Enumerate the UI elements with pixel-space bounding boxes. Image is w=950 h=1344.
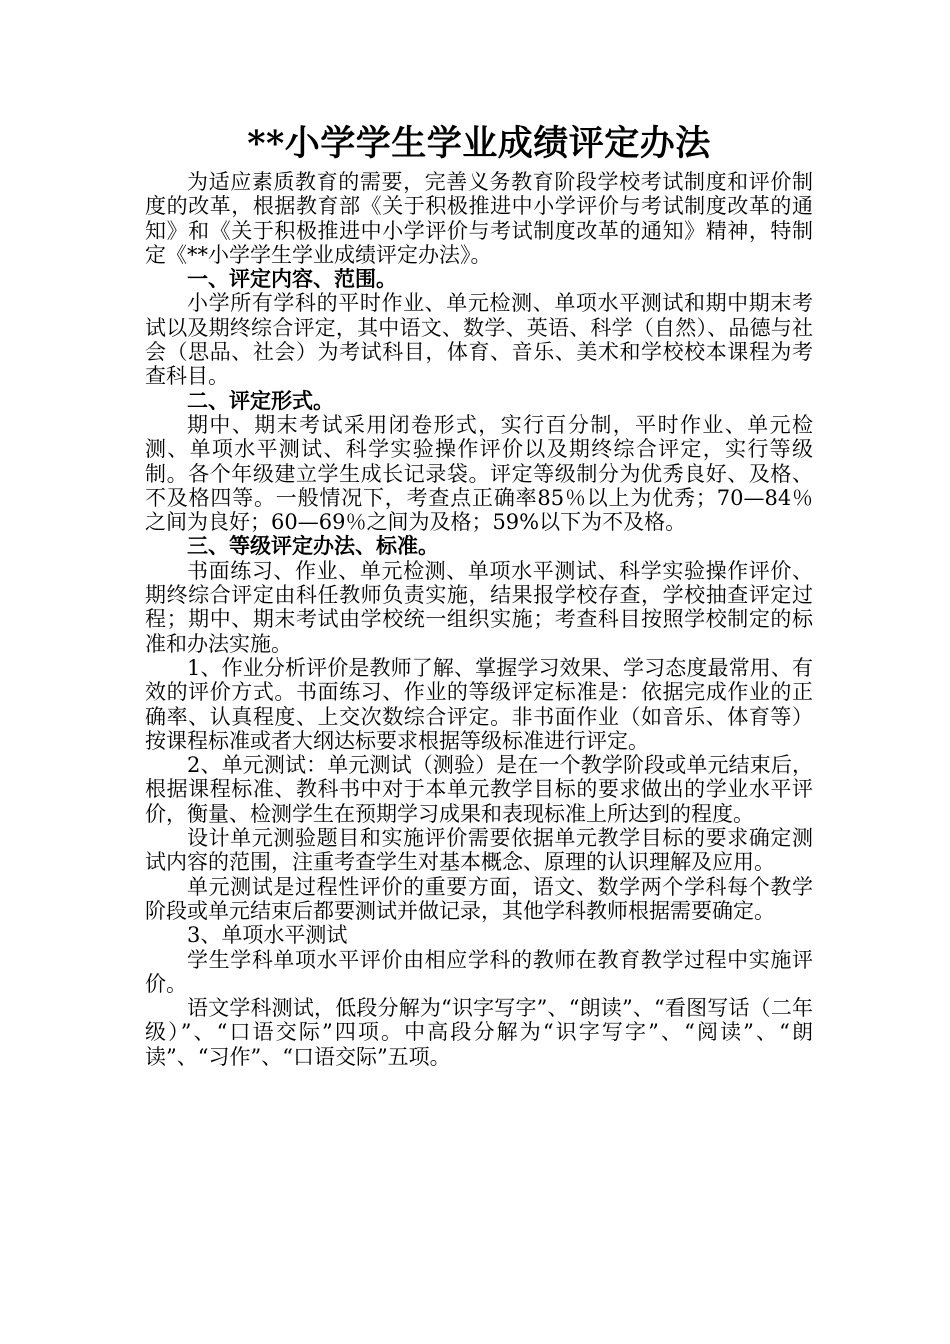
single-item-test-heading: 3、单项水平测试 [187,923,348,948]
single-item-test-paragraph: 学生学科单项水平评价由相应学科的教师在教育教学过程中实施评价。 [145,947,813,996]
intro-paragraph: 为适应素质教育的需要，完善义务教育阶段学校考试制度和评价制度的改革，根据教育部《关于积极推进中小学评价与考试制度改革的通知》和《关于积极推进中小学评价与考试制度改革的通知》精神，特制定《**小学学生学业成绩评定办法》。 [145,170,813,267]
chinese-subject-test-paragraph: 语文学科测试，低段分解为“识字写字”、“朗读”、“看图写话（二年级）”、“口语交际”四项。中高段分解为“识字写字”、“阅读”、“朗读”、“习作”、“口语交际”五项。 [145,996,813,1069]
document-page [145,118,813,1069]
section-heading-3: 三、等级评定办法、标准。 [187,533,439,559]
homework-evaluation-paragraph: 1、作业分析评价是教师了解、掌握学习效果、学习态度最常用、有效的评价方式。书面练习、作业的等级评定标准是：依据完成作业的正确率、认真程度、上交次数综合评定。非书面作业（如音乐、体育等）按课程标准或者大纲达标要求根据等级标准进行评定。 [145,655,813,753]
unit-test-design-paragraph: 设计单元测验题目和实施评价需要依据单元教学目标的要求确定测试内容的范围，注重考查学生对基本概念、原理的认识理解及应用。 [145,826,813,875]
section-heading-1: 一、评定内容、范围。 [187,266,397,292]
section-2-paragraph: 期中、期末考试采用闭卷形式，实行百分制，平时作业、单元检测、单项水平测试、科学实验操作评价以及期终综合评定，实行等级制。各个年级建立学生成长记录袋。评定等级制分为优秀良好、及格、不及格四等。一般情况下，考查点正确率85％以上为优秀；70—84％之间为良好；60—69％之间为及格；59%以下为不及格。 [145,412,813,535]
section-1-paragraph: 小学所有学科的平时作业、单元检测、单项水平测试和期中期末考试以及期终综合评定，其中语文、数学、英语、科学（自然）、品德与社会（思品、社会）为考试科目，体育、音乐、美术和学校校本课程为考查科目。 [145,291,813,389]
section-heading-2: 二、评定形式。 [187,387,334,413]
unit-test-paragraph: 2、单元测试：单元测试（测验）是在一个教学阶段或单元结束后，根据课程标准、教科书中对于本单元教学目标的要求做出的学业水平评价，衡量、检测学生在预期学习成果和表现标准上所达到的程度。 [145,753,813,826]
document-title: **小学学生学业成绩评定办法 [247,123,711,164]
section-3-paragraph: 书面练习、作业、单元检测、单项水平测试、科学实验操作评价、期终综合评定由科任教师负责实施，结果报学校存查，学校抽查评定过程；期中、期末考试由学校统一组织实施；考查科目按照学校制定的标准和办法实施。 [145,558,813,656]
document-body [145,170,813,1069]
unit-test-importance-paragraph: 单元测试是过程性评价的重要方面，语文、数学两个学科每个教学阶段或单元结束后都要测试并做记录，其他学科教师根据需要确定。 [145,874,813,923]
